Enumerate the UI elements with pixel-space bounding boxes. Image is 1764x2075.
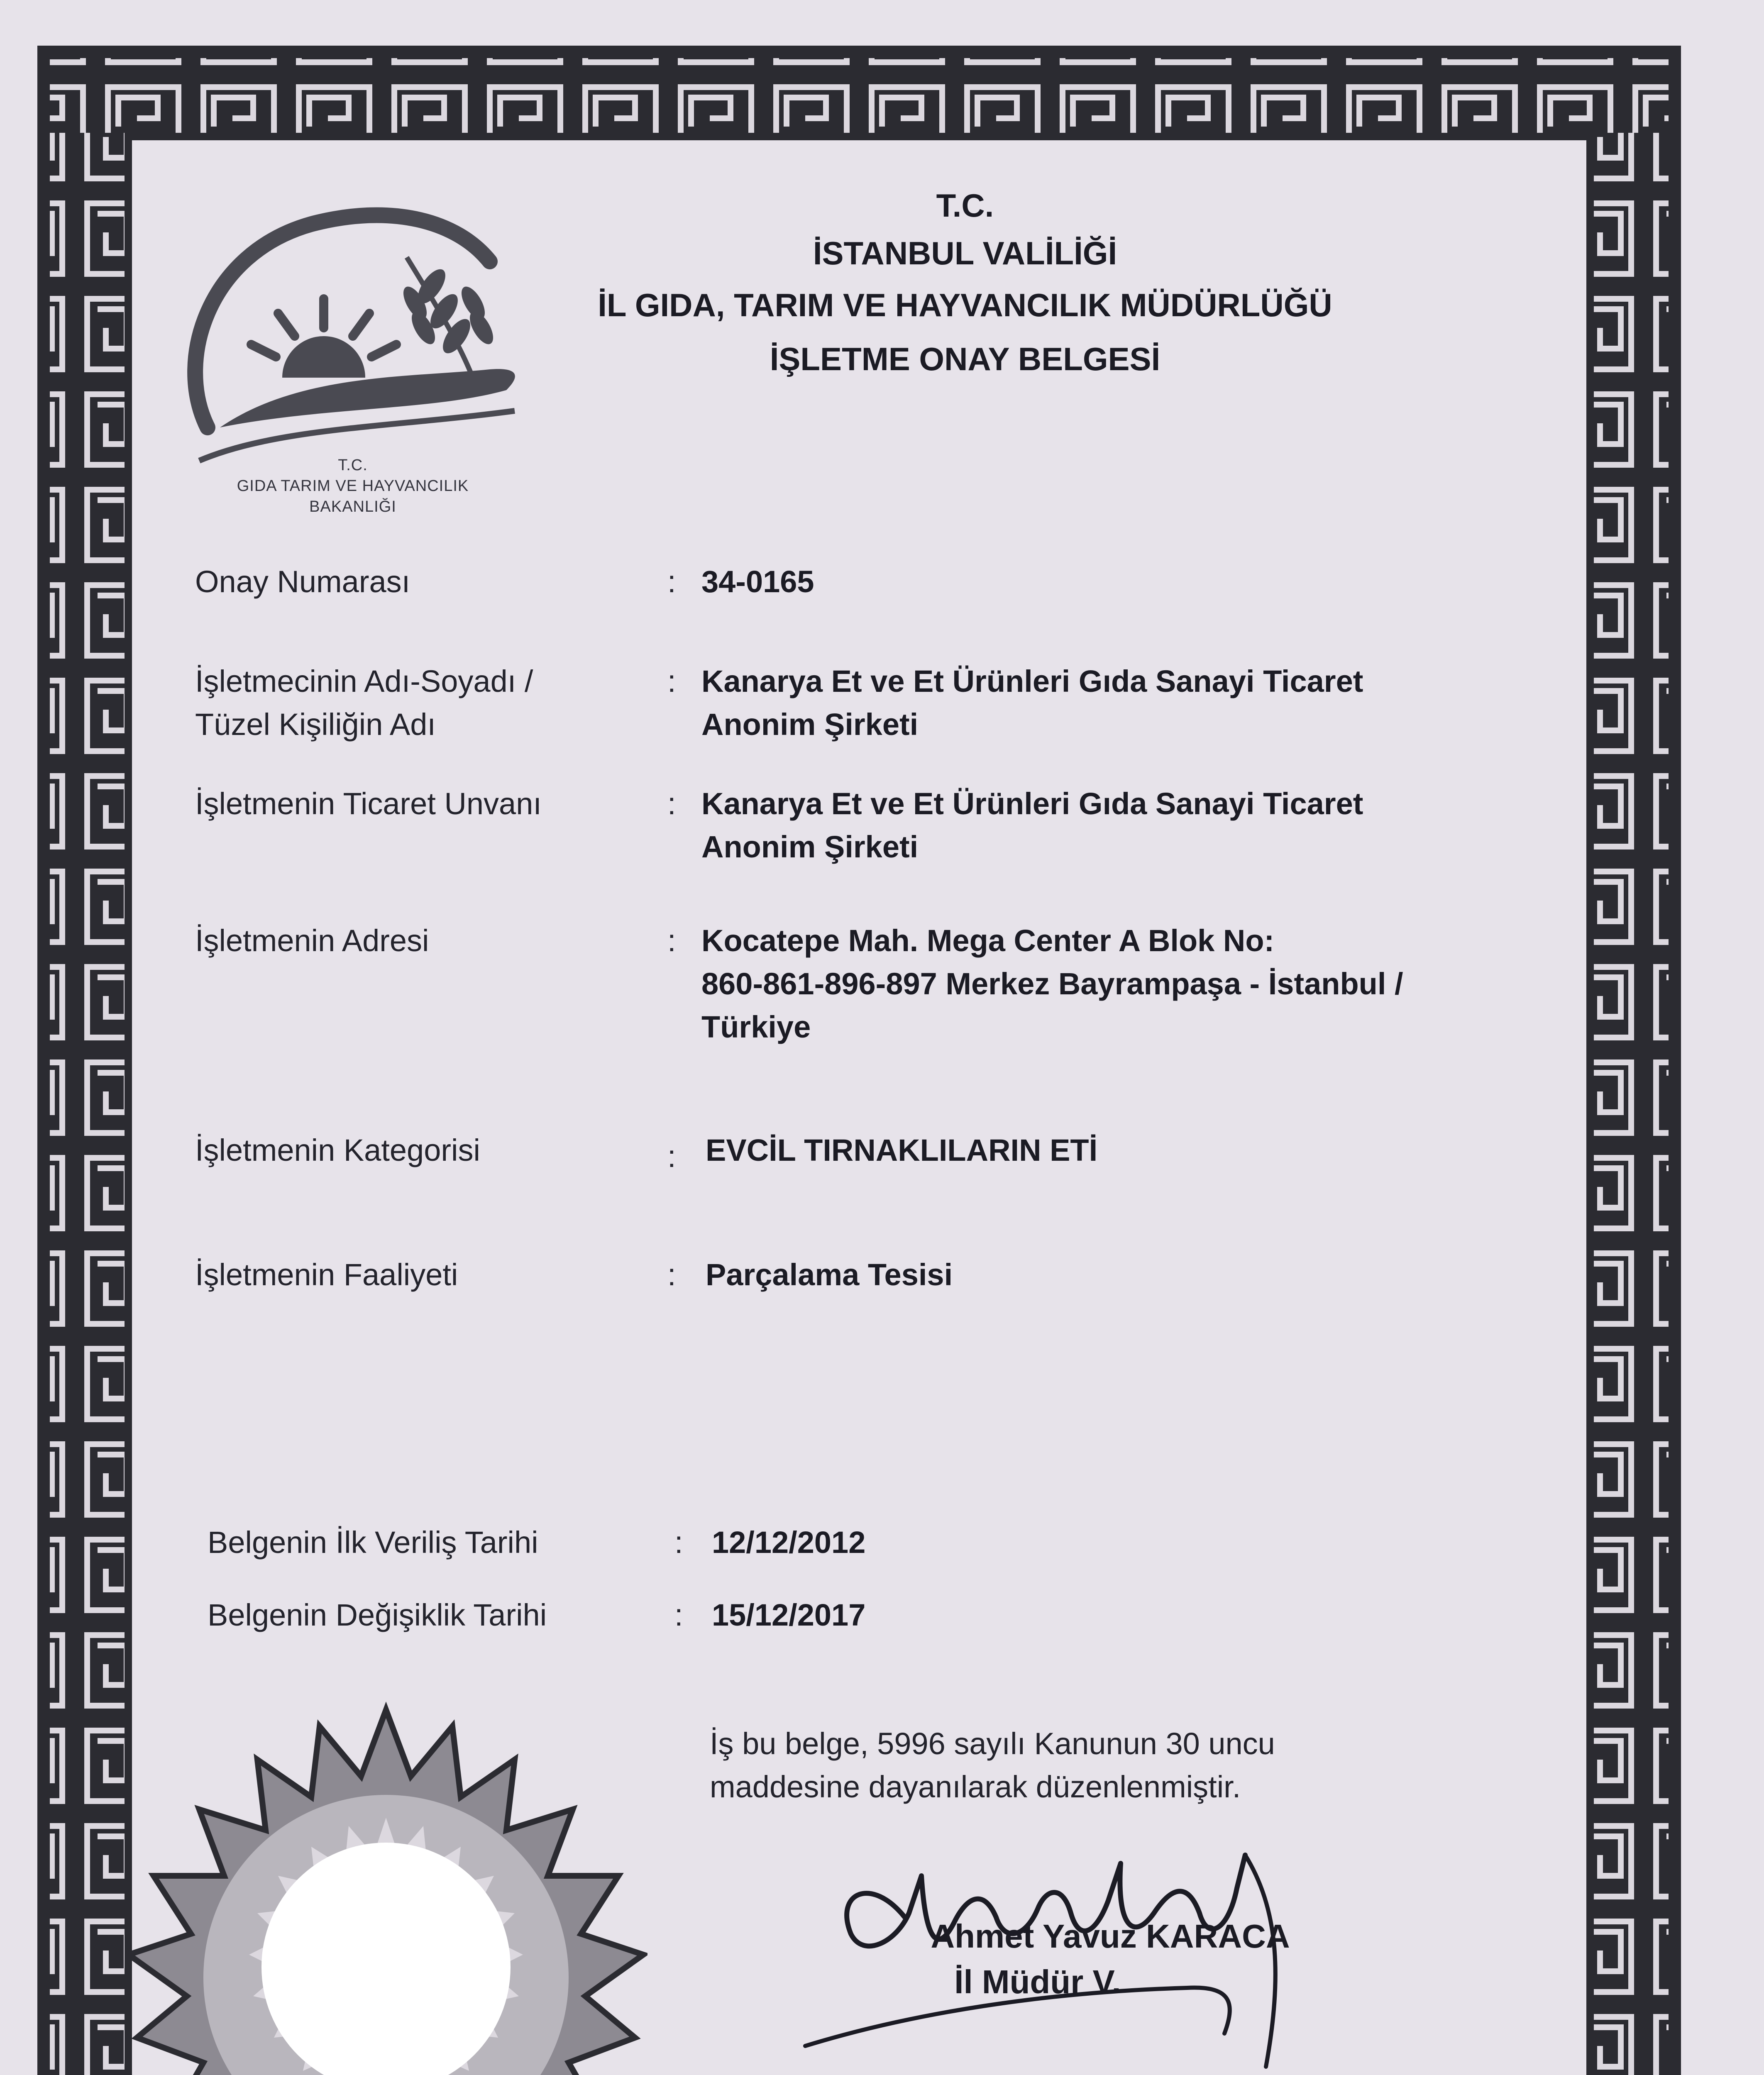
field-value: 12/12/2012 — [712, 1525, 866, 1560]
legal-note: İş bu belge, 5996 sayılı Kanunun 30 uncu maddesine dayanılarak düzenlenmiştir. — [710, 1726, 1275, 1804]
field-label: Onay Numarası — [195, 564, 410, 599]
logo-caption-bakanlik: BAKANLIĞI — [309, 498, 396, 515]
field-colon: : — [667, 786, 676, 821]
signatory-title: İl Müdür V. — [954, 1963, 1121, 2000]
header-mudurluk: İL GIDA, TARIM VE HAYVANCILIK MÜDÜRLÜĞÜ — [598, 287, 1332, 323]
field-value: 34-0165 — [701, 564, 814, 599]
field-label: Belgenin Değişiklik Tarihi — [208, 1598, 547, 1632]
field-value: Kanarya Et ve Et Ürünleri Gıda Sanayi Ticaret Anonim Şirketi — [701, 786, 1363, 864]
field-label: İşletmenin Faaliyeti — [195, 1257, 458, 1292]
signatory-name: Ahmet Yavuz KARACA — [931, 1918, 1290, 1955]
field-colon: : — [667, 923, 676, 958]
field-label: İşletmecinin Adı-Soyadı / Tüzel Kişiliğin Adı — [195, 664, 533, 742]
signature-icon — [789, 1818, 1328, 2075]
field-colon: : — [674, 1525, 683, 1560]
field-colon: : — [667, 1139, 676, 1174]
field-label: Belgenin İlk Veriliş Tarihi — [208, 1525, 538, 1560]
header-tc: T.C. — [936, 187, 994, 224]
field-label: İşletmenin Kategorisi — [195, 1133, 480, 1167]
logo-caption-tc: T.C. — [338, 456, 368, 474]
logo-caption-ministry: GIDA TARIM VE HAYVANCILIK — [237, 477, 469, 495]
field-value: Kanarya Et ve Et Ürünleri Gıda Sanayi Ticaret Anonim Şirketi — [701, 664, 1363, 742]
field-value: EVCİL TIRNAKLILARIN ETİ — [706, 1133, 1098, 1167]
page-title: İŞLETME ONAY BELGESİ — [770, 341, 1161, 377]
field-value: Parçalama Tesisi — [706, 1257, 953, 1292]
field-label: İşletmenin Ticaret Unvanı — [195, 786, 542, 821]
field-colon: : — [667, 564, 676, 599]
field-colon: : — [667, 664, 676, 698]
field-colon: : — [667, 1257, 676, 1292]
field-value: Kocatepe Mah. Mega Center A Blok No: 860-861-896-897 Merkez Bayrampaşa - İstanbul / Türkiye — [701, 923, 1403, 1044]
field-label: İşletmenin Adresi — [195, 923, 429, 958]
header-valilik: İSTANBUL VALİLİĞİ — [813, 235, 1117, 271]
rosette-seal-icon — [125, 1681, 647, 2075]
field-value: 15/12/2017 — [712, 1598, 866, 1632]
field-colon: : — [674, 1598, 683, 1632]
